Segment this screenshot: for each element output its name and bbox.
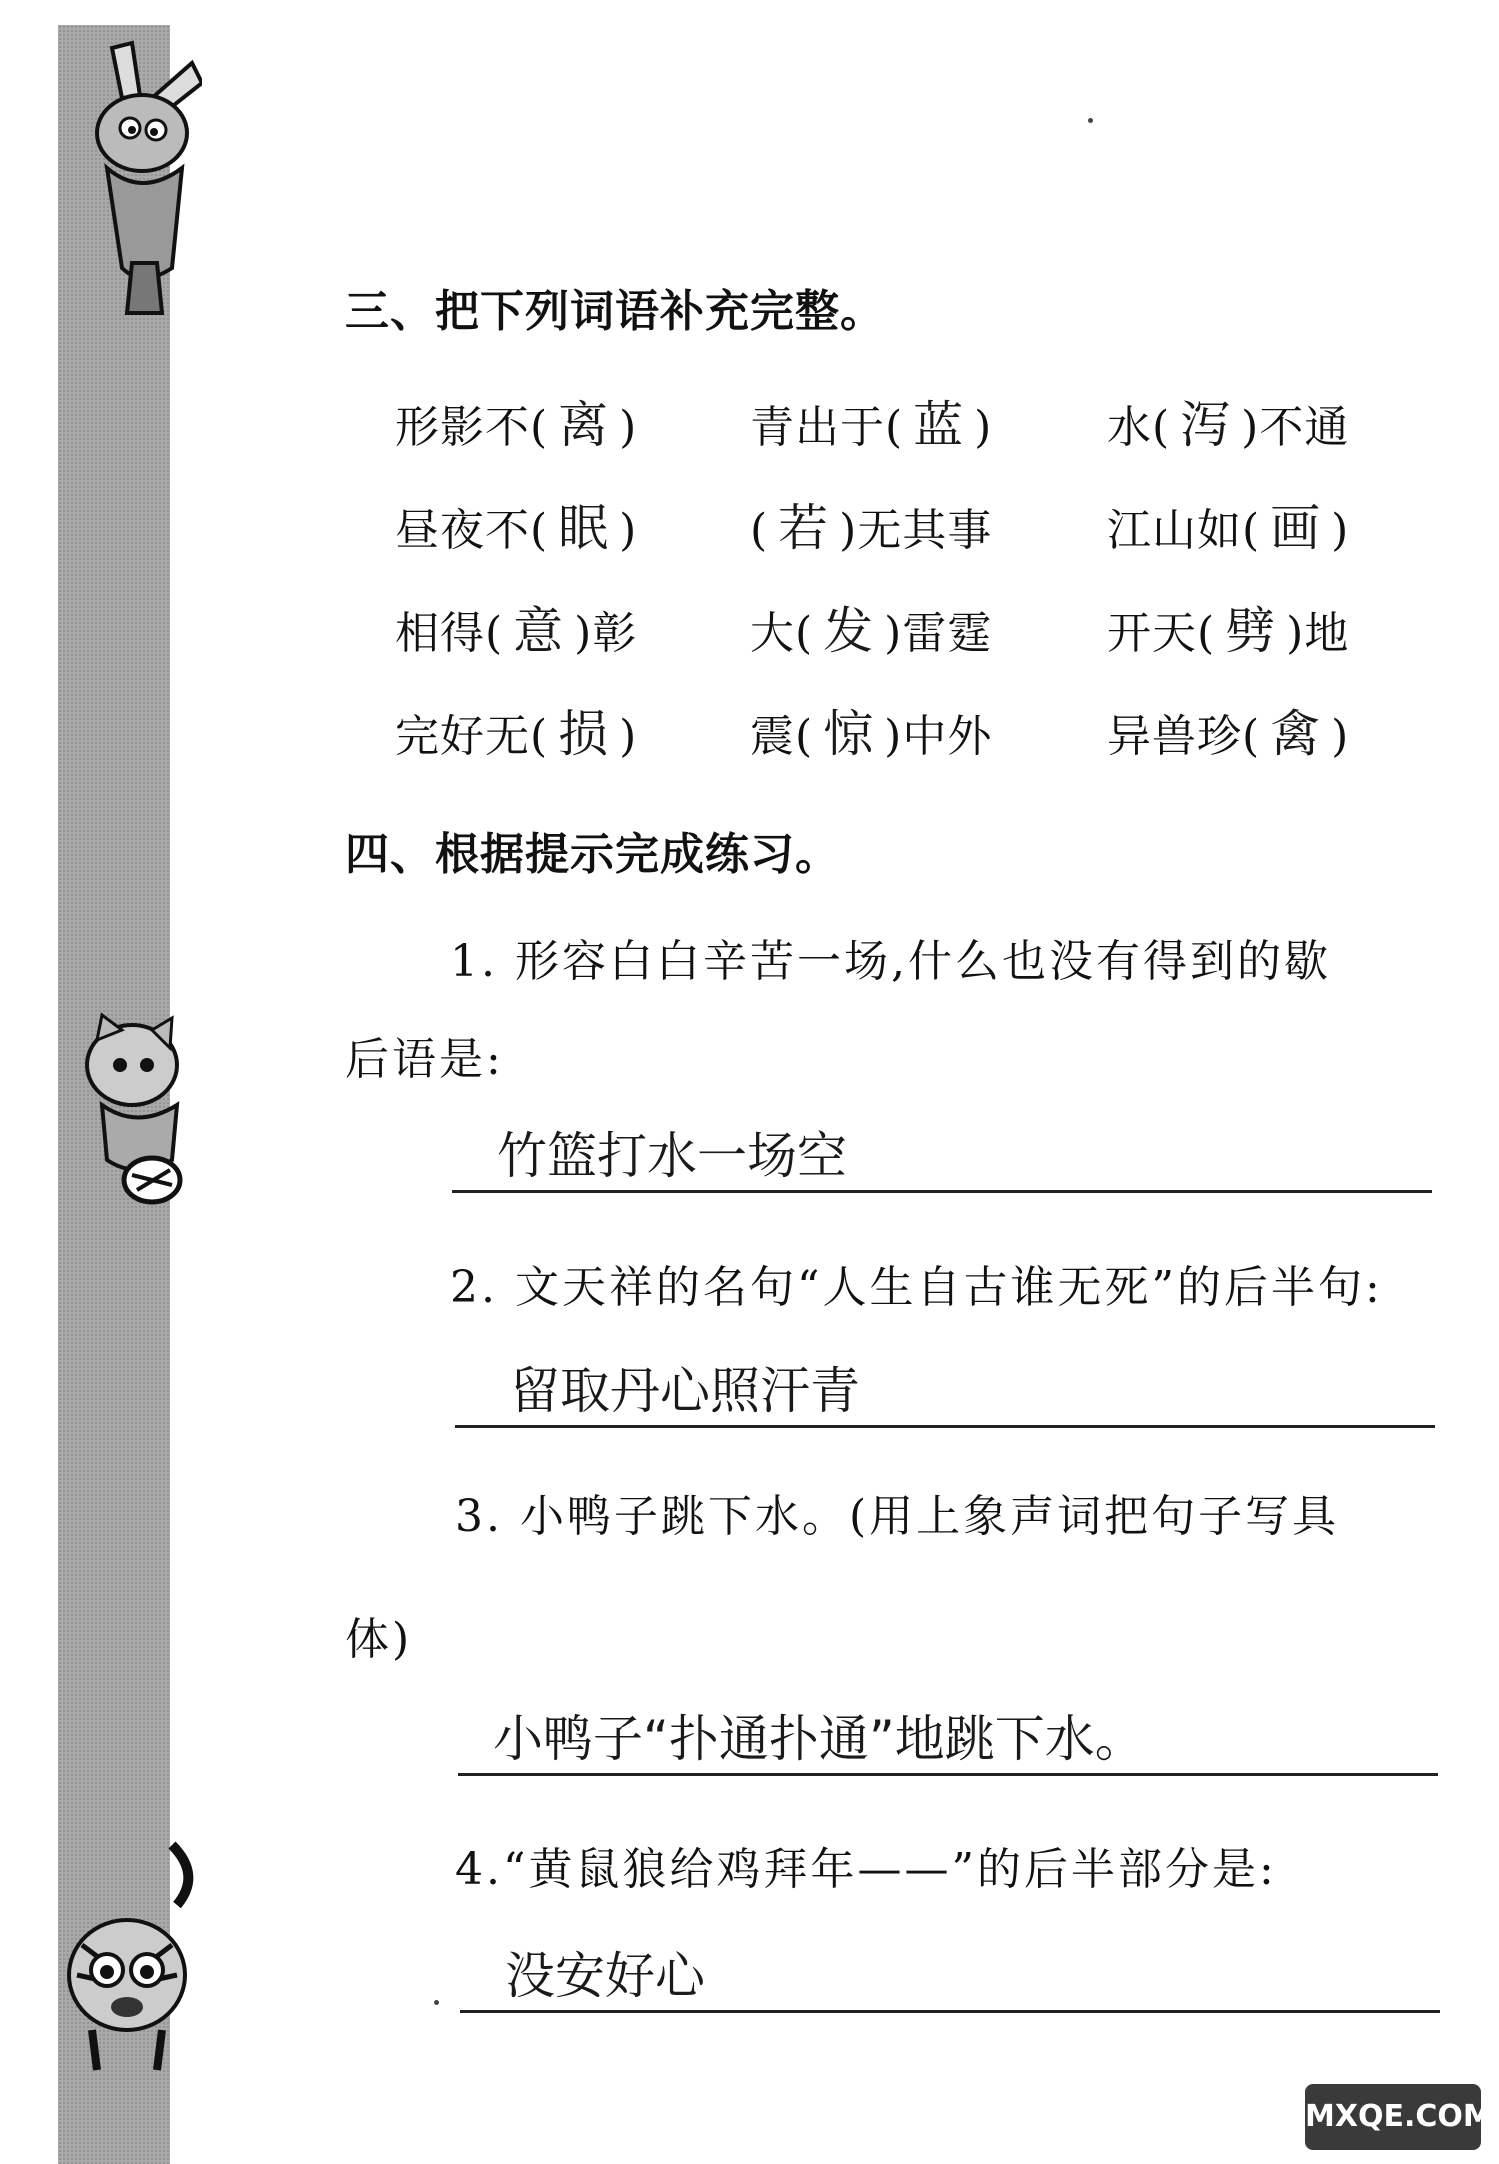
question-4: 4.“黄鼠狼给鸡拜年——”的后半部分是: (455, 1844, 1277, 1895)
idiom-row (395, 591, 1425, 694)
answer-3: 小鸭子“扑通扑通”地跳下水。 (493, 1710, 1145, 1768)
idiom-item: ( 若 )无其事 (750, 499, 993, 557)
answer-2-line (455, 1362, 1435, 1428)
idiom-answer: 泻 (1180, 396, 1232, 454)
idiom-answer: 若 (778, 499, 830, 557)
idiom-item: 昼夜不( 眠 ) (395, 499, 638, 557)
idiom-row (395, 694, 1425, 797)
idiom-answer: 蓝 (913, 396, 965, 454)
watermark-logo: MXQE.COM (1305, 2084, 1481, 2150)
idiom-item: 相得( 意 )彰 (395, 602, 638, 660)
question-3-line2: 体) (345, 1614, 413, 1665)
idiom-item: 水( 泻 )不通 (1107, 396, 1350, 454)
scan-speck (434, 2000, 439, 2005)
idiom-answer: 损 (558, 705, 610, 763)
idiom-item: 震( 惊 )中外 (750, 705, 993, 763)
idiom-item: 江山如( 画 ) (1107, 499, 1350, 557)
idiom-answer: 意 (513, 602, 565, 660)
answer-1: 竹篮打水一场空 (497, 1127, 847, 1185)
idiom-answer: 禽 (1270, 705, 1322, 763)
section-3-title: 三、把下列词语补充完整。 (345, 286, 885, 337)
idiom-item: 异兽珍( 禽 ) (1107, 705, 1350, 763)
idiom-answer: 劈 (1225, 602, 1277, 660)
idiom-answer: 惊 (823, 705, 875, 763)
idiom-item: 开天( 劈 )地 (1107, 602, 1350, 660)
rabbit-mascot-icon (52, 38, 202, 318)
answer-1-line (452, 1127, 1432, 1193)
idiom-row (395, 488, 1425, 591)
idiom-item: 形影不( 离 ) (395, 396, 638, 454)
idiom-item: 青出于( 蓝 ) (750, 396, 993, 454)
answer-2: 留取丹心照汗青 (510, 1362, 860, 1420)
question-1-line2: 后语是: (345, 1034, 504, 1085)
cat-mascot-icon (52, 1010, 202, 1210)
question-3-line1: 3. 小鸭子跳下水。(用上象声词把句子写具 (455, 1491, 1340, 1542)
idiom-answer: 画 (1270, 499, 1322, 557)
section-4-title: 四、根据提示完成练习。 (345, 829, 840, 880)
answer-4-line (460, 1947, 1440, 2013)
answer-3-line (458, 1710, 1438, 1776)
question-2: 2. 文天祥的名句“人生自古谁无死”的后半句: (450, 1262, 1383, 1313)
answer-4: 没安好心 (505, 1947, 705, 2005)
idiom-answer: 眠 (558, 499, 610, 557)
scan-speck (1088, 118, 1093, 123)
idiom-answer: 离 (558, 396, 610, 454)
idiom-grid (395, 385, 1425, 797)
tiger-mascot-icon (52, 1835, 202, 2075)
idiom-answer: 发 (823, 602, 875, 660)
idiom-item: 完好无( 损 ) (395, 705, 638, 763)
idiom-item: 大( 发 )雷霆 (750, 602, 993, 660)
idiom-row (395, 385, 1425, 488)
question-1-line1: 1. 形容白白辛苦一场,什么也没有得到的歇 (450, 936, 1331, 987)
